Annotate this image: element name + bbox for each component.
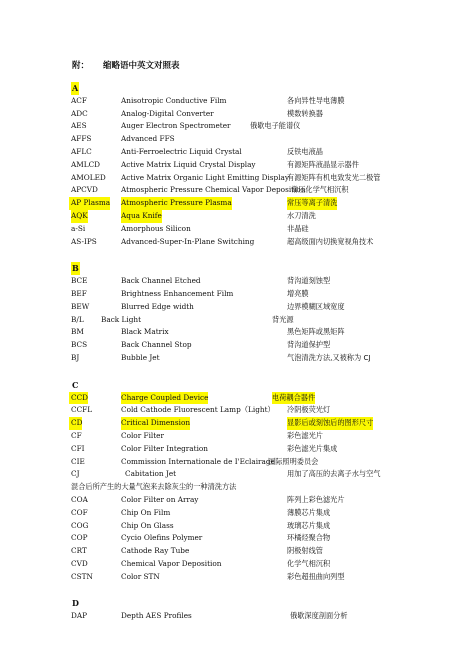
abbreviation: CD <box>69 417 82 430</box>
chinese-term: 玻璃芯片集成 <box>287 520 331 530</box>
abbreviation: AS-IPS <box>71 236 97 246</box>
glossary-sections <box>0 82 474 623</box>
chinese-term: 反铁电液晶 <box>287 146 323 156</box>
abbreviation: CRT <box>71 546 87 556</box>
chinese-term: 薄膜芯片集成 <box>287 507 331 517</box>
glossary-row <box>0 133 474 146</box>
english-term: Active Matrix Organic Light Emitting Display <box>121 172 289 182</box>
glossary-row <box>0 288 474 301</box>
english-term: Blurred Edge width <box>121 301 194 311</box>
abbreviation: B/L <box>71 314 84 324</box>
english-term: Advanced FFS <box>121 134 175 144</box>
section-d <box>0 583 474 623</box>
english-term: Back Channel Etched <box>121 276 201 286</box>
page-title <box>72 59 180 71</box>
abbreviation: CCD <box>69 392 88 405</box>
section-letter-text: C <box>72 379 79 390</box>
english-term: Color Filter Integration <box>121 443 208 453</box>
glossary-row <box>0 520 474 533</box>
abbreviation: COP <box>71 533 88 543</box>
section-letter-text: B <box>72 263 79 274</box>
glossary-row <box>0 275 474 288</box>
glossary-row <box>0 481 474 494</box>
abbreviation: AFFS <box>71 134 92 144</box>
chinese-term: 国际照明委员会 <box>268 456 319 466</box>
abbreviation: AMOLED <box>71 172 106 182</box>
section-letter <box>0 262 474 275</box>
glossary-row <box>0 417 474 430</box>
abbreviation: AES <box>71 121 87 131</box>
abbreviation: COA <box>71 494 88 504</box>
chinese-term: 边界模糊区域宽度 <box>287 301 345 311</box>
chinese-term: 常压等离子清洗 <box>287 197 337 210</box>
chinese-term: 各向异性导电薄膜 <box>287 95 345 105</box>
english-term: Color Filter <box>121 430 164 440</box>
glossary-row <box>0 532 474 545</box>
chinese-term: 彩色滤光片集成 <box>287 443 338 453</box>
glossary-row <box>0 545 474 558</box>
english-term: Chip On Film <box>121 507 171 517</box>
abbreviation: BCS <box>71 340 88 350</box>
chinese-term: 俄歇深度剖面分析 <box>290 611 348 621</box>
english-term: Back Channel Stop <box>121 340 192 350</box>
english-term: Bubble Jet <box>121 352 160 362</box>
english-term: 混合后所产生的大量气泡来去除灰尘的一种清洗方法 <box>71 482 237 492</box>
abbreviation: COF <box>71 507 88 517</box>
glossary-row <box>0 184 474 197</box>
english-term: Chip On Glass <box>121 520 174 530</box>
glossary-row <box>0 314 474 327</box>
chinese-term: 彩色滤光片 <box>287 430 323 440</box>
chinese-term: 常压化学气相沉积 <box>291 185 349 195</box>
section-letter-text: D <box>72 598 79 609</box>
abbreviation: BEW <box>71 301 90 311</box>
abbreviation: BJ <box>71 352 80 362</box>
section-gap <box>0 583 474 597</box>
english-term: Back Light <box>101 314 142 324</box>
glossary-row <box>0 210 474 223</box>
section-letter <box>0 82 474 95</box>
glossary-row <box>0 468 474 481</box>
chinese-term: 黑色矩阵或黑矩阵 <box>287 327 345 337</box>
chinese-term: 彩色超扭曲向列型 <box>287 571 345 581</box>
glossary-row <box>0 339 474 352</box>
section-b <box>0 248 474 364</box>
abbreviation: COG <box>71 520 89 530</box>
title-prefix: 附： <box>72 61 90 71</box>
chinese-term: 超高级面内切换宽视角技术 <box>287 236 374 246</box>
abbreviation: CF <box>71 430 82 440</box>
chinese-term: 用加了高压的去离子水与空气 <box>287 469 381 479</box>
abbreviation: AMLCD <box>71 159 101 169</box>
chinese-term: 模数转换器 <box>287 108 323 118</box>
section-gap <box>0 248 474 262</box>
chinese-term: 化学气相沉积 <box>287 558 331 568</box>
chinese-term: 有源矩阵液晶显示器件 <box>287 159 359 169</box>
english-term: Auger Electron Spectrometer <box>121 121 231 131</box>
section-a <box>0 82 474 248</box>
english-term: Charge Coupled Device <box>121 392 208 405</box>
english-term: Chemical Vapor Deposition <box>121 558 222 568</box>
english-term: Aqua Knife <box>121 210 162 223</box>
english-term: Color STN <box>121 571 160 581</box>
glossary-row <box>0 456 474 469</box>
english-term: Brightness Enhancement Film <box>121 288 234 298</box>
abbreviation: APCVD <box>71 185 98 195</box>
english-term: Cold Cathode Fluorescent Lamp（Light） <box>121 405 275 415</box>
glossary-row <box>0 571 474 584</box>
chinese-term: 气泡清洗方法,又被称为 CJ <box>287 352 371 362</box>
abbreviation: BEF <box>71 288 87 298</box>
abbreviation: a-Si <box>71 223 86 233</box>
english-term: Cycio Olefins Polymer <box>121 533 203 543</box>
abbreviation: CCFL <box>71 405 93 415</box>
glossary-row <box>0 172 474 185</box>
english-term: Atmospheric Pressure Chemical Vapor Deposition <box>121 185 306 195</box>
english-term: Anisotropic Conductive Film <box>121 95 227 105</box>
glossary-row <box>0 352 474 365</box>
glossary-row <box>0 326 474 339</box>
glossary-row <box>0 95 474 108</box>
abbreviation: CIE <box>71 456 85 466</box>
english-term: Amorphous Silicon <box>121 223 191 233</box>
english-term: Advanced-Super-In-Plane Switching <box>121 236 255 246</box>
english-term: Cathode Ray Tube <box>121 546 190 556</box>
glossary-row <box>0 507 474 520</box>
section-c <box>0 365 474 584</box>
section-letter <box>0 379 474 392</box>
english-term: Analog-Digital Converter <box>121 108 214 118</box>
english-term: Black Matrix <box>121 327 169 337</box>
english-term: Critical Dimension <box>121 417 190 430</box>
chinese-term: 非晶硅 <box>287 223 309 233</box>
english-term: Atmospheric Pressure Plasma <box>121 197 232 210</box>
chinese-term: 水刀清洗 <box>287 210 316 220</box>
chinese-term: 有源矩阵有机电致发光二极管 <box>287 172 381 182</box>
glossary-row <box>0 610 474 623</box>
glossary-row <box>0 443 474 456</box>
chinese-term: 背沟道刻蚀型 <box>287 276 331 286</box>
section-gap <box>0 365 474 379</box>
abbreviation: ADC <box>71 108 88 118</box>
chinese-term: 阵列上彩色滤光片 <box>287 494 345 504</box>
glossary-row <box>0 197 474 210</box>
chinese-term: 环橘烃聚合物 <box>287 533 331 543</box>
chinese-term: 显影后或刻蚀后的图形尺寸 <box>287 417 373 430</box>
glossary-row <box>0 301 474 314</box>
abbreviation: AQK <box>71 210 88 223</box>
english-term: Active Matrix Liquid Crystal Display <box>121 159 256 169</box>
glossary-row <box>0 404 474 417</box>
abbreviation: CVD <box>71 558 88 568</box>
glossary-row <box>0 558 474 571</box>
abbreviation: BCE <box>71 276 88 286</box>
abbreviation: AFLC <box>71 146 92 156</box>
english-term: Color Filter on Array <box>121 494 199 504</box>
glossary-row <box>0 430 474 443</box>
chinese-term: 增亮膜 <box>287 288 309 298</box>
english-term: Cabitation Jet <box>125 469 177 479</box>
section-letter-text: A <box>72 83 79 93</box>
english-term: Depth AES Profiles <box>121 611 192 621</box>
abbreviation: DAP <box>71 611 88 621</box>
abbreviation: BM <box>71 327 84 337</box>
abbreviation: CSTN <box>71 571 93 581</box>
glossary-row <box>0 236 474 249</box>
chinese-term: 阴极射线管 <box>287 546 323 556</box>
glossary-row <box>0 159 474 172</box>
glossary-row <box>0 108 474 121</box>
english-term: Commission Internationale de I'Eclairage <box>121 456 275 466</box>
abbreviation: ACF <box>71 95 87 105</box>
chinese-term: 电荷耦合器件 <box>272 392 315 405</box>
glossary-row <box>0 120 474 133</box>
abbreviation: CJ <box>71 469 80 479</box>
abbreviation: CFI <box>71 443 85 453</box>
chinese-term: 背沟道保护型 <box>287 340 331 350</box>
glossary-row <box>0 494 474 507</box>
title-text: 缩略语中英文对照表 <box>103 61 180 71</box>
chinese-term: 俄歇电子能谱仪 <box>250 121 301 131</box>
glossary-row <box>0 223 474 236</box>
section-letter <box>0 597 474 610</box>
chinese-term: 冷阴极荧光灯 <box>287 405 331 415</box>
glossary-row <box>0 146 474 159</box>
abbreviation: AP Plasma <box>69 197 110 210</box>
glossary-row <box>0 392 474 405</box>
chinese-term: 背光源 <box>272 314 294 324</box>
english-term: Anti-Ferroelectric Liquid Crystal <box>121 146 242 156</box>
